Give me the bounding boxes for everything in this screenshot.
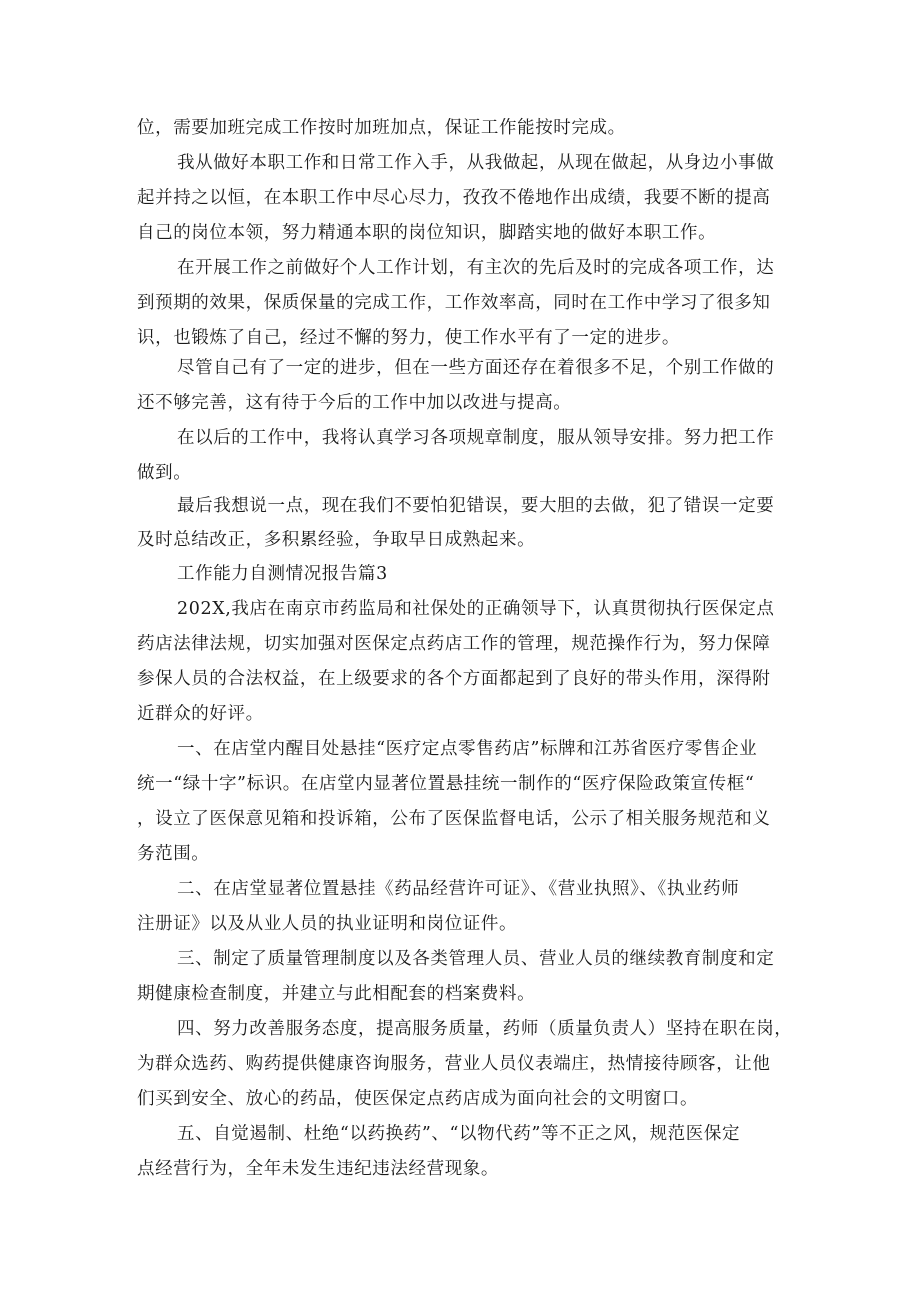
text-line: 还不够完善，这有待于今后的工作中加以改进与提高。 [137, 393, 572, 413]
text-line: 三、制定了质量管理制度以及各类管理人员、营业人员的继续教育制度和定 [177, 949, 775, 969]
text-line: 我从做好本职工作和日常工作入手，从我做起，从现在做起，从身边小事做 [177, 153, 775, 173]
text-line: 最后我想说一点，现在我们不要怕犯错误，要大胆的去做，犯了错误一定要 [177, 496, 775, 516]
text-line: 四、努力改善服务态度，提高服务质量，药师（质量负责人）坚持在职在岗， [177, 1019, 793, 1039]
text-line: 们买到安全、放心的药品，使医保定点药店成为面向社会的文明窗口。 [137, 1089, 699, 1109]
text-line: 起并持之以恒，在本职工作中尽心尽力，孜孜不倦地作出成绩，我要不断的提高 [137, 188, 771, 208]
text-line: 五、自觉遏制、杜绝“以药换药”、“以物代药”等不正之风，规范医保定 [177, 1124, 741, 1144]
text-line: 位，需要加班完成工作按时加班加点，保证工作能按时完成。 [137, 118, 626, 138]
text-line: 识，也锻炼了自己，经过不懈的努力，使工作水平有了一定的进步。 [137, 328, 680, 348]
text-line: 做到。 [137, 463, 192, 483]
text-line: 点经营行为，全年未发生违纪违法经营现象。 [137, 1159, 499, 1179]
text-line: 统一“绿十字”标识。在店堂内显著位置悬挂统一制作的“医疗保险政策宣传框“ [137, 774, 755, 794]
text-line: 务范围。 [137, 844, 210, 864]
text-line: 在以后的工作中，我将认真学习各项规章制度，服从领导安排。努力把工作 [177, 428, 775, 448]
text-line: 二、在店堂显著位置悬挂《药品经营许可证》、《营业执照》、《执业药师 [177, 879, 740, 899]
text-line: 到预期的效果，保质保量的完成工作，工作效率高，同时在工作中学习了很多知 [137, 293, 771, 313]
text-line: 参保人员的合法权益，在上级要求的各个方面都起到了良好的带头作用，深得附 [137, 669, 771, 689]
text-line: 为群众选药、购药提供健康咨询服务，营业人员仪表端庄，热情接待顾客，让他 [137, 1054, 771, 1074]
section-heading: 工作能力自测情况报告篇3 [177, 564, 388, 584]
text-line: ，设立了医保意见箱和投诉箱，公布了医保监督电话，公示了相关服务规范和义 [137, 809, 771, 829]
text-line: 尽管自己有了一定的进步，但在一些方面还存在着很多不足，个别工作做的 [177, 358, 775, 378]
text-line: 期健康检查制度，并建立与此相配套的档案费料。 [137, 984, 536, 1004]
text-line: 及时总结改正，多积累经验，争取早日成熟起来。 [137, 530, 536, 550]
text-line: 自己的岗位本领，努力精通本职的岗位知识，脚踏实地的做好本职工作。 [137, 223, 717, 243]
text-line: 近群众的好评。 [137, 704, 264, 724]
text-line: 在开展工作之前做好个人工作计划，有主次的先后及时的完成各项工作，达 [177, 258, 775, 278]
text-line: 一、在店堂内醒目处悬挂“医疗定点零售药店”标牌和江苏省医疗零售企业 [177, 739, 758, 759]
text-line: 202X,我店在南京市药监局和社保处的正确领导下，认真贯彻执行医保定点 [177, 599, 775, 619]
text-line: 注册证》以及从业人员的执业证明和岗位证件。 [137, 914, 518, 934]
text-line: 药店法律法规，切实加强对医保定点药店工作的管理，规范操作行为，努力保障 [137, 634, 771, 654]
